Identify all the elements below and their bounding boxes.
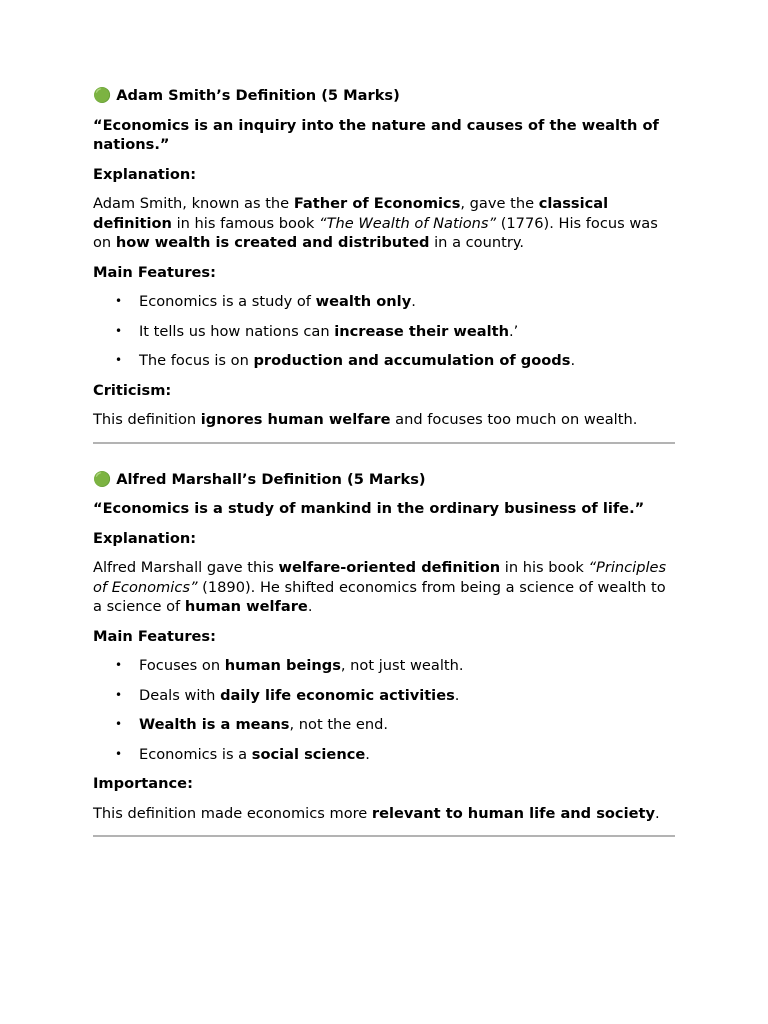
importance-label: Importance: <box>93 775 193 792</box>
explanation-label: Explanation: <box>93 165 197 183</box>
bullet-icon: • <box>115 323 123 338</box>
list-item: • Wealth is a means, not the end. <box>115 716 389 733</box>
importance-paragraph: This definition made economics more relevant to human life and society. <box>93 804 660 822</box>
explanation-paragraph: Adam Smith, known as the Father of Economics, gave the classical definition in his famous book “The Wealth of Nations” (1776). His focus was on how wealth is created and distributed in a country. <box>93 195 658 251</box>
explanation-paragraph: Alfred Marshall gave this welfare-oriented definition in his book “Principles of Economics” (1890). He shifted economics from being a science of wealth to a science of human welfare. <box>93 559 667 615</box>
bullet-icon: • <box>115 717 123 731</box>
horizontal-divider <box>93 442 675 444</box>
features-label: Main Features: <box>93 263 216 281</box>
horizontal-divider <box>93 835 675 837</box>
features-list <box>93 292 675 371</box>
section-adam-smith <box>93 86 675 430</box>
bullet-icon: • <box>115 353 123 367</box>
bullet-icon: • <box>115 687 123 702</box>
explanation-label: Explanation: <box>93 529 197 547</box>
list-item: • Deals with daily life economic activities. <box>115 686 460 704</box>
definition-quote: “Economics is an inquiry into the nature and causes of the wealth of nations.” <box>93 116 659 153</box>
features-label: Main Features: <box>93 627 216 645</box>
list-item: • It tells us how nations can increase their wealth.’ <box>115 322 519 340</box>
definition-quote: “Economics is a study of mankind in the ordinary business of life.” <box>93 500 645 517</box>
features-list <box>93 656 675 764</box>
bullet-icon: • <box>115 746 123 761</box>
list-item: • Economics is a social science. <box>115 745 370 763</box>
criticism-label: Criticism: <box>93 381 172 399</box>
criticism-paragraph: This definition ignores human welfare and focuses too much on wealth. <box>93 411 638 428</box>
section-title: 🟢 Alfred Marshall’s Definition (5 Marks) <box>93 470 426 488</box>
list-item: • Focuses on human beings, not just wealth. <box>115 657 464 674</box>
section-alfred-marshall <box>93 470 675 824</box>
list-item: • The focus is on production and accumulation of goods. <box>115 352 576 369</box>
section-title: 🟢 Adam Smith’s Definition (5 Marks) <box>93 87 400 104</box>
list-item: • Economics is a study of wealth only. <box>115 293 416 310</box>
bullet-icon: • <box>115 658 123 672</box>
bullet-icon: • <box>115 294 123 308</box>
document-page <box>93 86 675 863</box>
